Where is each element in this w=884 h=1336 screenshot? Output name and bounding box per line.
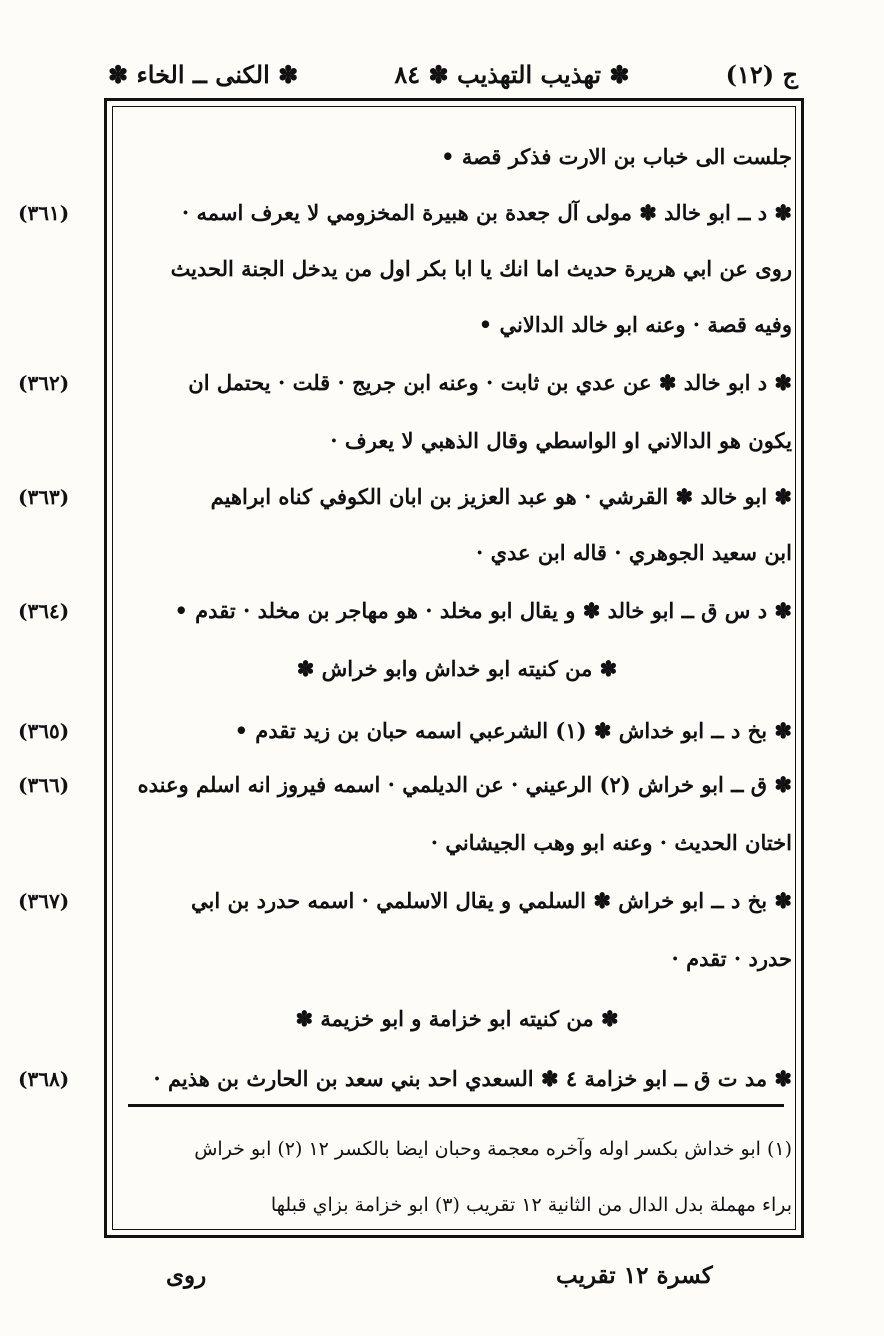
footnote-line: (١) ابو خداش بكسر اوله وآخره معجمة وحبان ايضا بالكسر ١٢ (٢) ابو خراش <box>194 1138 792 1160</box>
text-line: ابن سعيد الجوهري · قاله ابن عدي · <box>475 540 792 565</box>
book-title-text: ✽ تهذيب التهذيب ✽ <box>428 59 630 89</box>
entry-number: (٣٦٨) <box>18 1067 70 1091</box>
text-line: ✽ د ــ ابو خالد ✽ مولى آل جعدة بن هبيرة المخزومي لا يعرف اسمه · <box>181 200 792 225</box>
text-line: جلست الى خباب بن الارت فذكر قصة • <box>441 144 792 169</box>
text-line: حدرد · تقدم · <box>671 946 792 971</box>
text-line: ✽ د ابو خالد ✽ عن عدي بن ثابت · وعنه ابن جريج · قلت · يحتمل ان <box>188 370 792 395</box>
entry-number: (٣٦٦) <box>18 773 70 797</box>
text-line: وفيه قصة · وعنه ابو خالد الدالاني • <box>478 312 792 337</box>
footnote-line: براء مهملة بدل الدال من الثانية ١٢ تقريب (٣) ابو خزامة بزاي قبلها <box>270 1194 792 1216</box>
text-line: ✽ بخ د ــ ابو خراش ✽ السلمي و يقال الاسلمي · اسمه حدرد بن ابي <box>191 888 792 913</box>
entry-number: (٣٦٤) <box>18 599 70 623</box>
page-number: ٨٤ <box>394 59 421 89</box>
section-heading: ✽ من كنيته ابو خداش وابو خراش ✽ <box>296 656 618 681</box>
catchword-right: كسرة ١٢ تقريب <box>556 1262 713 1289</box>
text-line: اختان الحديث · وعنه ابو وهب الجيشاني · <box>430 830 792 855</box>
entry-number: (٣٦٣) <box>18 485 70 509</box>
text-line: ✽ مد ت ق ــ ابو خزامة ٤ ✽ السعدي احد بني سعد بن الحارث بن هذيم · <box>153 1066 792 1091</box>
entry-number: (٣٦١) <box>18 201 70 225</box>
text-line: يكون هو الدالاني او الواسطي وقال الذهبي لا يعرف · <box>330 428 792 453</box>
section-heading: ✽ من كنيته ابو خزامة و ابو خزيمة ✽ <box>295 1006 619 1031</box>
section-title: ✽ الكنى ــ الخاء ✽ <box>108 59 299 89</box>
entry-number: (٣٦٥) <box>18 719 70 743</box>
footnote-divider <box>128 1104 784 1107</box>
entry-number: (٣٦٧) <box>18 889 70 913</box>
catchword-left: روى <box>166 1262 207 1289</box>
text-line: ✽ د س ق ــ ابو خالد ✽ و يقال ابو مخلد · هو مهاجر بن مخلد · تقدم • <box>174 598 792 623</box>
text-line: ✽ بخ د ــ ابو خداش ✽ (١) الشرعبي اسمه حبان بن زيد تقدم • <box>234 718 792 743</box>
text-line: ✽ ق ــ ابو خراش (٢) الرعيني · عن الديلمي · اسمه فيروز انه اسلم وعنده <box>137 772 792 797</box>
book-title <box>394 60 629 89</box>
volume-number: ج (١٢) <box>725 59 798 89</box>
entry-number: (٣٦٢) <box>18 371 70 395</box>
page-header <box>108 52 798 96</box>
text-line: ✽ ابو خالد ✽ القرشي · هو عبد العزيز بن ابان الكوفي كناه ابراهيم <box>210 484 792 509</box>
text-line: روى عن ابي هريرة حديث اما انك يا ابا بكر اول من يدخل الجنة الحديث <box>170 256 792 281</box>
